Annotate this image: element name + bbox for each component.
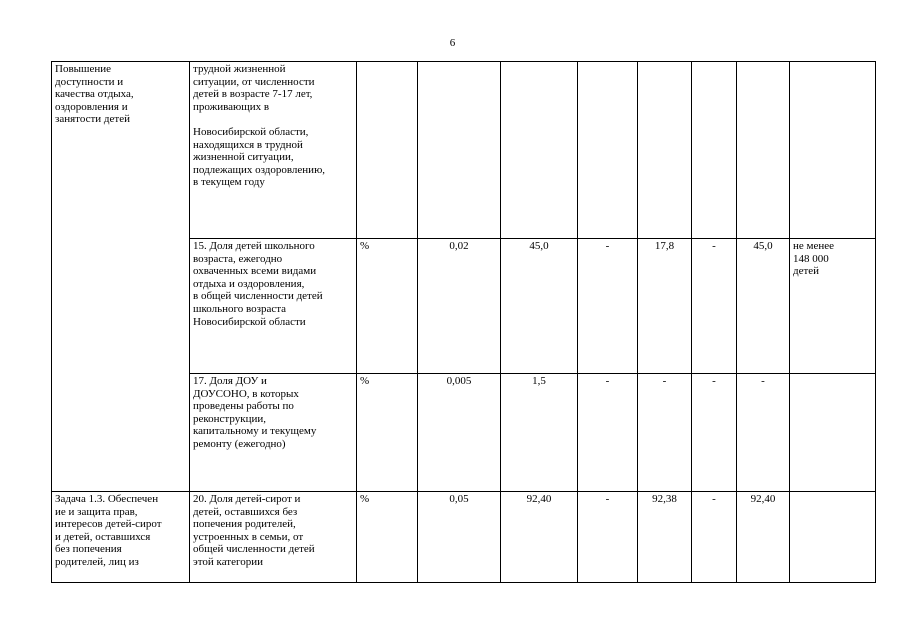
- value-cell: -: [578, 239, 638, 374]
- value-cell: 1,5: [501, 374, 578, 492]
- value-cell: -: [638, 374, 692, 492]
- value-cell: -: [692, 492, 737, 583]
- value-cell: [692, 62, 737, 239]
- unit-cell: [357, 62, 418, 239]
- value-cell: 92,38: [638, 492, 692, 583]
- value-cell: [418, 62, 501, 239]
- value-cell: -: [692, 374, 737, 492]
- value-cell: 17,8: [638, 239, 692, 374]
- value-cell: 45,0: [737, 239, 790, 374]
- value-cell: 92,40: [501, 492, 578, 583]
- value-cell: 0,02: [418, 239, 501, 374]
- value-cell: 0,05: [418, 492, 501, 583]
- section-cell: Задача 1.3. Обеспечен ие и защита прав, интересов детей-сирот и детей, оставшихся без попечения родителей, лиц из: [52, 492, 190, 583]
- note-cell: [790, 374, 876, 492]
- value-cell: -: [578, 374, 638, 492]
- value-cell: 45,0: [501, 239, 578, 374]
- value-cell: [501, 62, 578, 239]
- value-cell: [737, 62, 790, 239]
- note-cell: [790, 492, 876, 583]
- value-cell: 92,40: [737, 492, 790, 583]
- unit-cell: %: [357, 492, 418, 583]
- value-cell: 0,005: [418, 374, 501, 492]
- unit-cell: %: [357, 374, 418, 492]
- note-cell: [790, 62, 876, 239]
- value-cell: -: [737, 374, 790, 492]
- section-cell: Повышение доступности и качества отдыха, оздоровления и занятости детей: [52, 62, 190, 492]
- page-number: 6: [449, 37, 456, 49]
- value-cell: [638, 62, 692, 239]
- note-cell: не менее 148 000 детей: [790, 239, 876, 374]
- table-row: [52, 492, 876, 583]
- value-cell: [578, 62, 638, 239]
- value-cell: -: [578, 492, 638, 583]
- indicator-cell: 20. Доля детей-сирот и детей, оставшихся без попечения родителей, устроенных в семьи, от общей численности детей этой категории: [190, 492, 357, 583]
- unit-cell: %: [357, 239, 418, 374]
- indicator-cell: трудной жизненной ситуации, от численности детей в возрасте 7-17 лет, проживающих в Новосибирской области, находящихся в трудной жизненной ситуации, подлежащих оздоровлению, в текущем году: [190, 62, 357, 239]
- table-row: [52, 62, 876, 239]
- indicators-table: [51, 61, 876, 583]
- value-cell: -: [692, 239, 737, 374]
- indicator-cell: 15. Доля детей школьного возраста, ежегодно охваченных всеми видами отдыха и оздоровления, в общей численности детей школьного возраста Новосибирской области: [190, 239, 357, 374]
- indicator-cell: 17. Доля ДОУ и ДОУСОНО, в которых проведены работы по реконструкции, капитальному и текущему ремонту (ежегодно): [190, 374, 357, 492]
